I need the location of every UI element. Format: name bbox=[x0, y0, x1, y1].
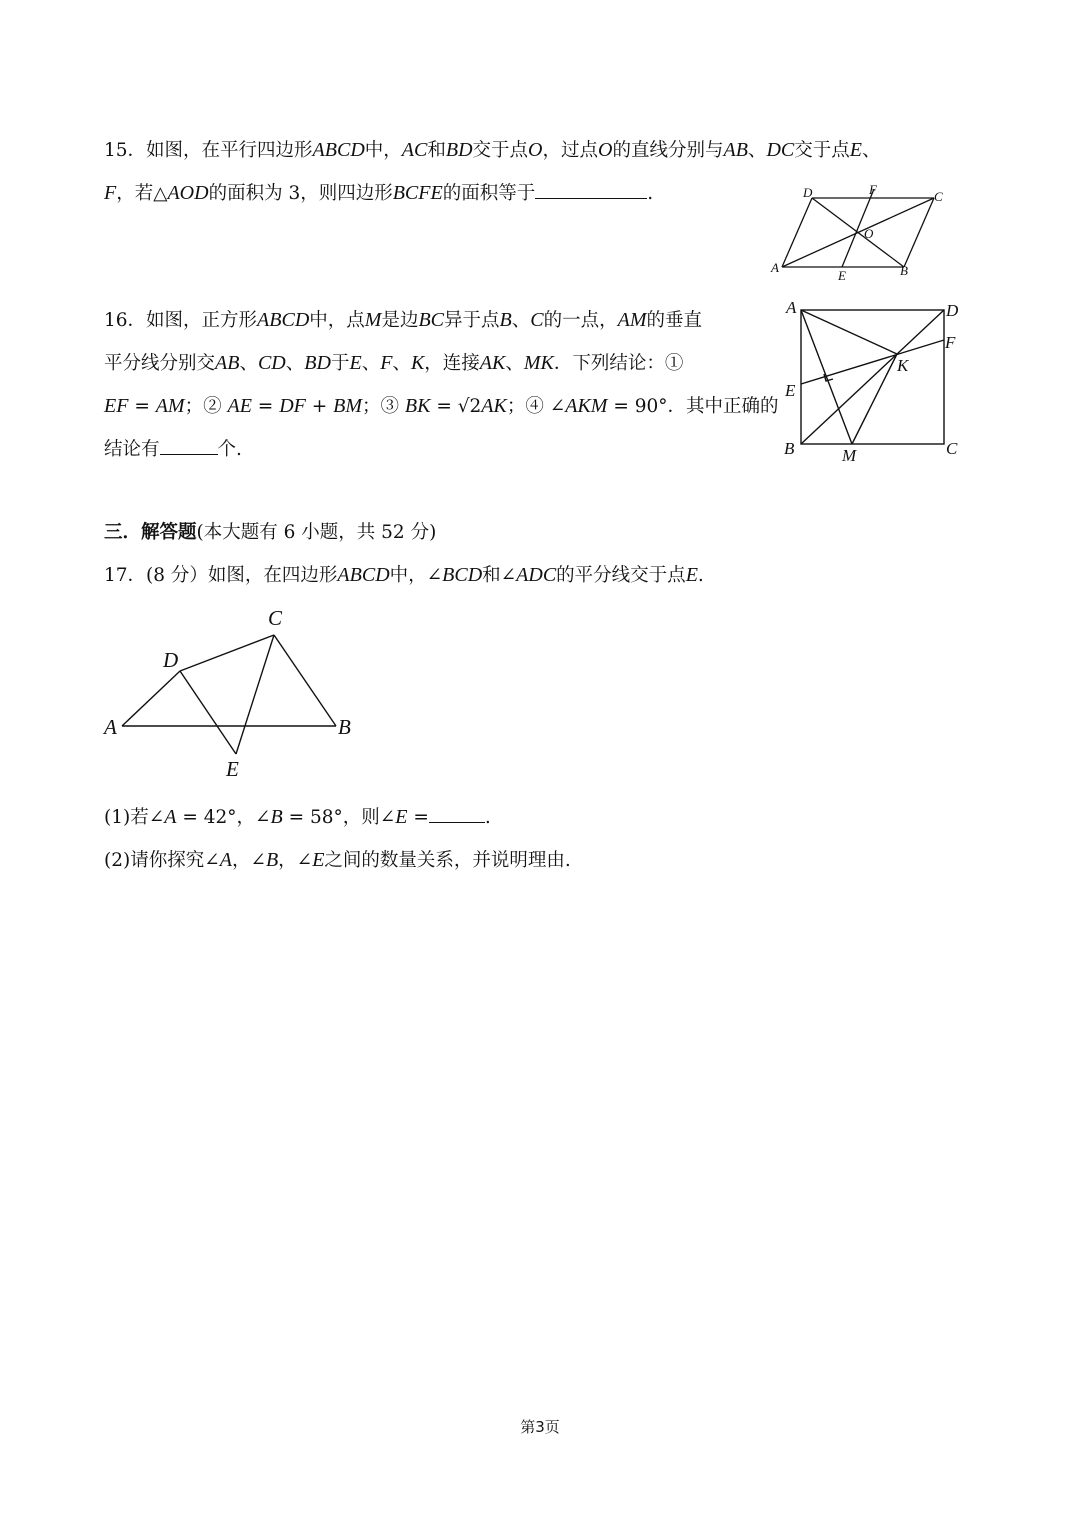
q15-line2-text: F，若△AOD的面积为 3，则四边形BCFE的面积等于 bbox=[104, 182, 536, 204]
label-e: E bbox=[785, 381, 796, 400]
segment-mk bbox=[852, 354, 897, 444]
q15-parallelogram-figure bbox=[770, 184, 950, 284]
label-d: D bbox=[803, 185, 813, 200]
label-b: B bbox=[338, 715, 351, 739]
label-c: C bbox=[268, 606, 283, 630]
bisector-de bbox=[180, 671, 236, 754]
q15-line2-end: . bbox=[647, 183, 654, 204]
edge-ad bbox=[122, 671, 180, 726]
label-c: C bbox=[934, 189, 943, 204]
bisector-ce bbox=[236, 635, 274, 754]
q17-part1-text: (1)若∠A = 42°，∠B = 58°，则∠E = bbox=[104, 806, 429, 828]
label-f: F bbox=[869, 182, 877, 197]
label-d: D bbox=[946, 301, 959, 320]
edge-dc bbox=[180, 635, 274, 671]
label-f: F bbox=[945, 333, 956, 352]
diagonal-bd bbox=[812, 198, 904, 267]
answer-blank bbox=[535, 180, 647, 199]
q17-line1: 17．(8 分）如图，在四边形ABCD中，∠BCD和∠ADC的平分线交于点E. bbox=[104, 564, 704, 586]
label-b: B bbox=[784, 439, 795, 458]
label-m: M bbox=[842, 446, 857, 465]
label-e: E bbox=[838, 268, 846, 283]
q16-line2: 平分线分别交AB、CD、BD于E、F、K，连接AK、MK．下列结论：① bbox=[104, 352, 684, 374]
label-e: E bbox=[226, 757, 239, 781]
q17-part2: (2)请你探究∠A，∠B，∠E之间的数量关系，并说明理由. bbox=[104, 849, 571, 871]
edge-da bbox=[782, 198, 812, 267]
section3-note: (本大题有 6 小题，共 52 分) bbox=[196, 522, 437, 543]
label-c: C bbox=[946, 439, 958, 458]
label-d: D bbox=[163, 648, 179, 672]
q15-line1: 15．如图，在平行四边形ABCD中，AC和BD交于点O，过点O的直线分别与AB、DC交于点E、 bbox=[104, 139, 881, 161]
q17-part1-end: . bbox=[484, 807, 491, 828]
q16-line4-end: 个. bbox=[217, 439, 242, 460]
answer-blank bbox=[429, 804, 485, 823]
section3-title: 三．解答题 bbox=[104, 522, 197, 543]
label-a: A bbox=[771, 260, 779, 275]
q16-line3: EF = AM；② AE = DF + BM；③ BK = √2AK；④ ∠AKM = 90°．其中正确的 bbox=[104, 395, 779, 417]
edge-cb bbox=[904, 198, 934, 267]
page-number: 第3页 bbox=[520, 1418, 560, 1436]
q16-line4-text: 结论有 bbox=[104, 439, 160, 460]
label-b: B bbox=[900, 263, 908, 278]
q15-line2 bbox=[104, 180, 653, 207]
q17-part1 bbox=[104, 804, 491, 831]
label-o: O bbox=[864, 226, 874, 241]
section3-heading bbox=[104, 520, 436, 546]
edge-cb bbox=[274, 635, 336, 726]
label-a: A bbox=[104, 715, 117, 739]
q16-square-figure bbox=[780, 296, 970, 466]
label-k: K bbox=[897, 356, 909, 375]
label-a: A bbox=[786, 298, 797, 317]
answer-blank bbox=[160, 436, 218, 455]
q16-line4 bbox=[104, 436, 242, 463]
q17-quadrilateral-figure bbox=[100, 604, 370, 784]
q16-line1: 16．如图，正方形ABCD中，点M是边BC异于点B、C的一点，AM的垂直 bbox=[104, 309, 703, 331]
